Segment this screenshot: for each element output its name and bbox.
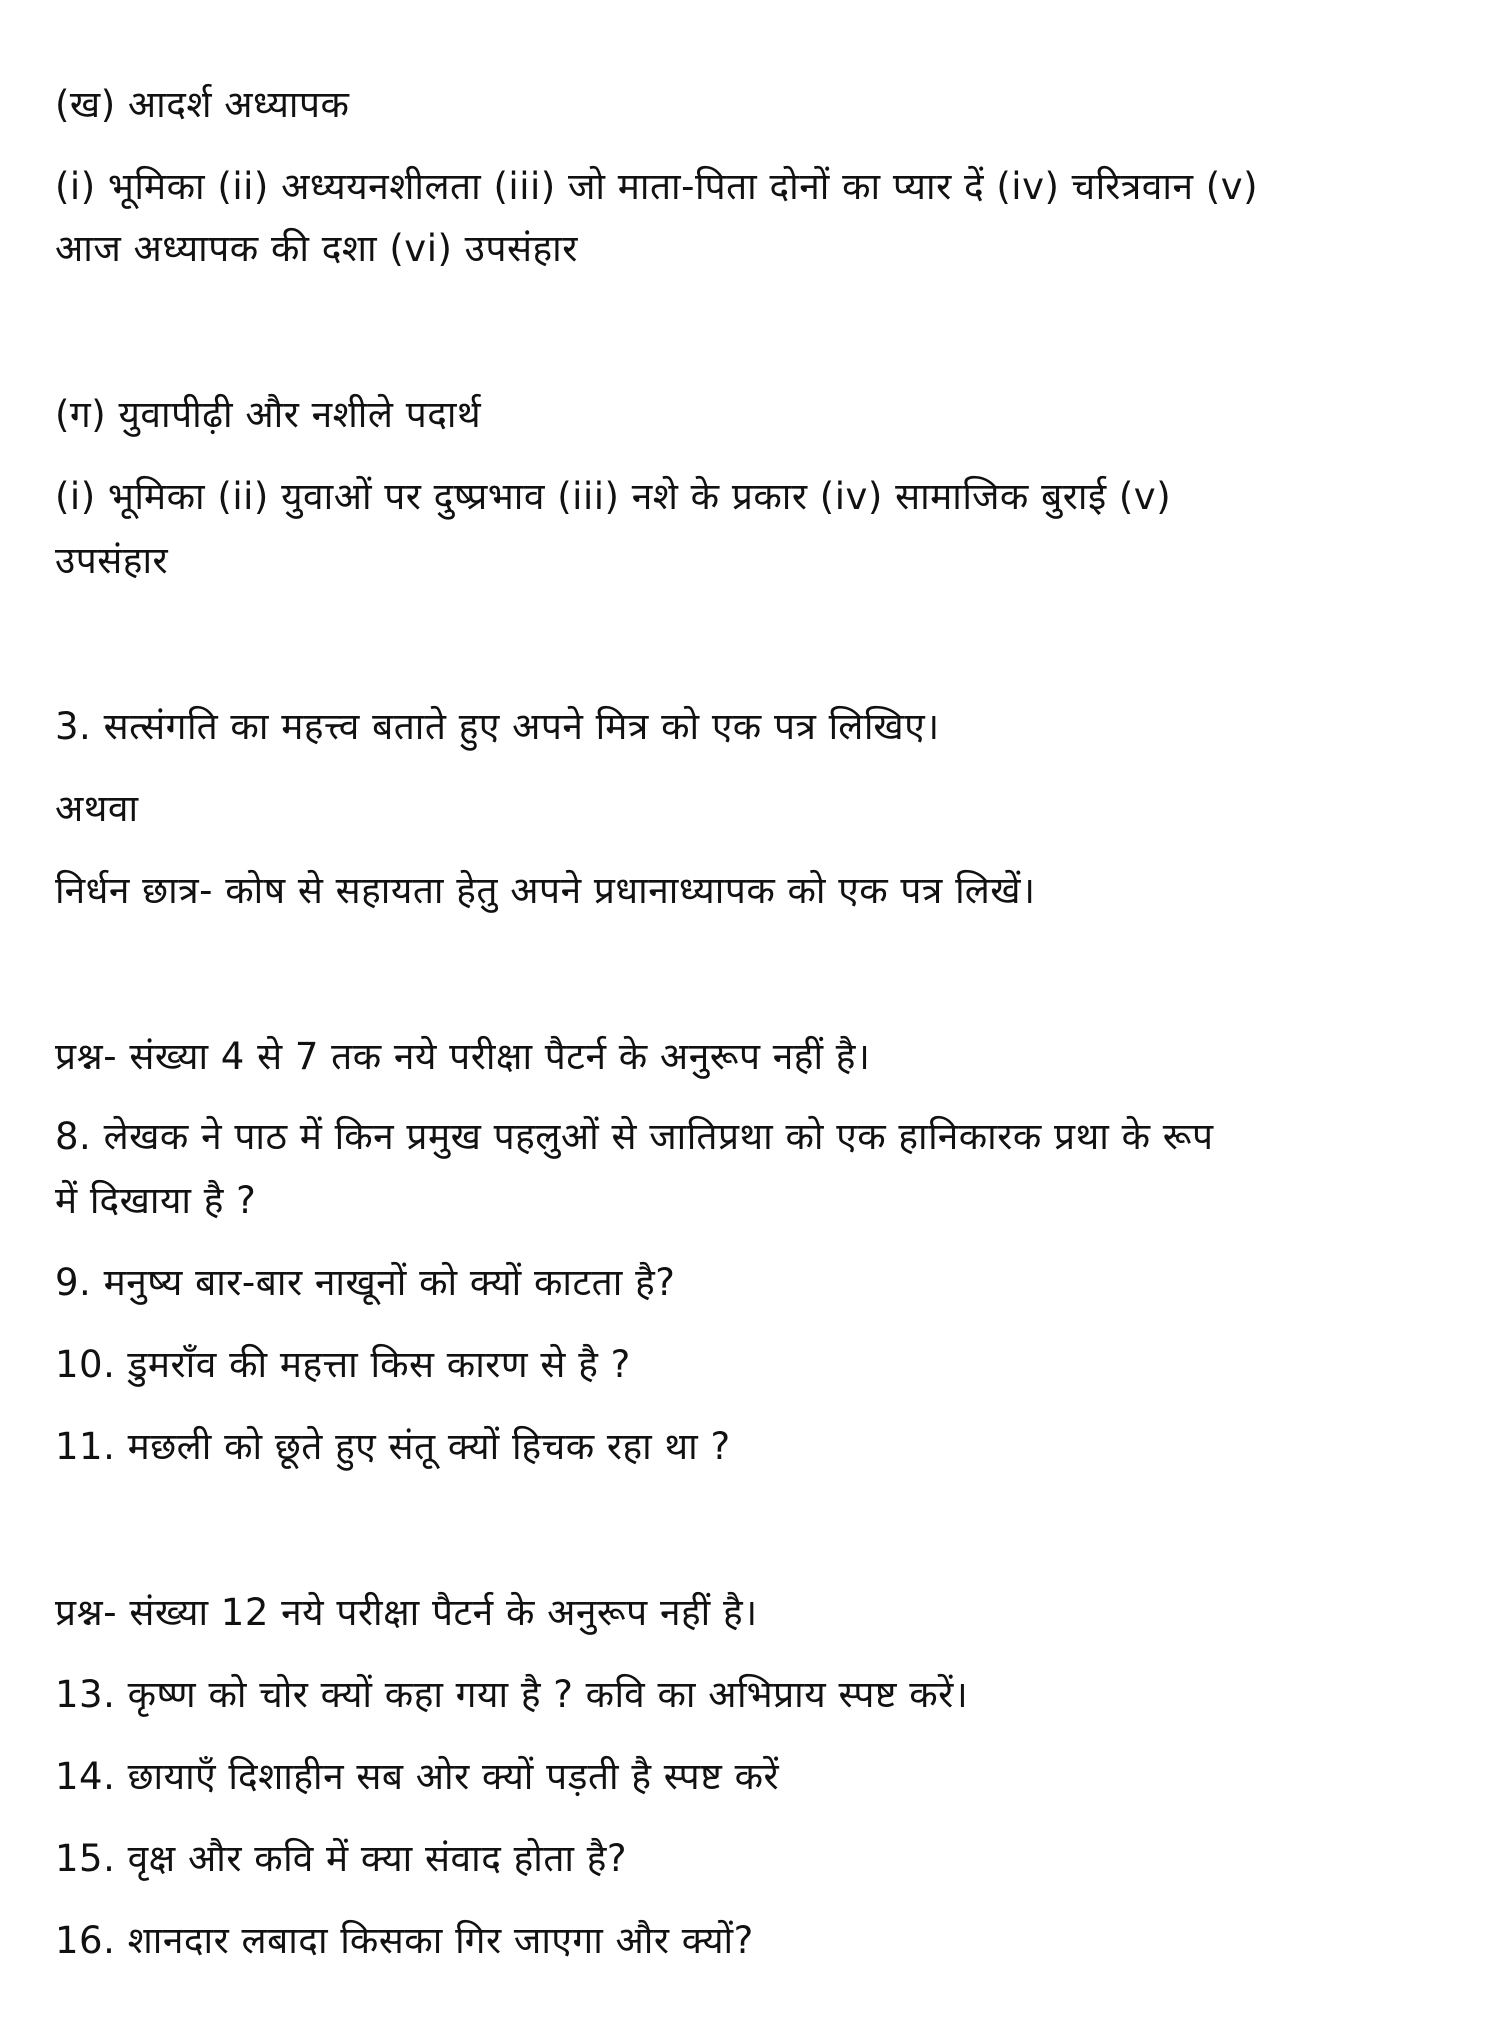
section-outline-kha-line2: आज अध्यापक की दशा (vi) उपसंहार	[55, 227, 578, 270]
or-label: अथवा	[55, 787, 139, 830]
question-14: 14. छायाएँ दिशाहीन सब ओर क्यों पड़ती है स्पष्ट करें	[55, 1755, 780, 1798]
question-3: 3. सत्संगति का महत्त्व बताते हुए अपने मित्र को एक पत्र लिखिए।	[55, 705, 940, 748]
question-10: 10. डुमराँव की महत्ता किस कारण से है ?	[55, 1343, 631, 1386]
section-heading-kha: (ख) आदर्श अध्यापक	[55, 83, 350, 126]
note-questions-4-to-7: प्रश्न- संख्या 4 से 7 तक नये परीक्षा पैटर्न के अनुरूप नहीं है।	[55, 1035, 871, 1078]
section-outline-ga-line1: (i) भूमिका (ii) युवाओं पर दुष्प्रभाव (iii) नशे के प्रकार (iv) सामाजिक बुराई (v)	[55, 475, 1172, 518]
question-13: 13. कृष्ण को चोर क्यों कहा गया है ? कवि का अभिप्राय स्पष्ट करें।	[55, 1673, 969, 1716]
section-outline-kha-line1: (i) भूमिका (ii) अध्ययनशीलता (iii) जो माता-पिता दोनों का प्यार दें (iv) चरित्रवान (v)	[55, 165, 1259, 208]
section-outline-ga-line2: उपसंहार	[55, 539, 169, 582]
note-question-12: प्रश्न- संख्या 12 नये परीक्षा पैटर्न के अनुरूप नहीं है।	[55, 1591, 758, 1634]
question-3-alternative: निर्धन छात्र- कोष से सहायता हेतु अपने प्रधानाध्यापक को एक पत्र लिखें।	[55, 869, 1036, 912]
question-9: 9. मनुष्य बार-बार नाखूनों को क्यों काटता है?	[55, 1261, 676, 1304]
question-11: 11. मछली को छूते हुए संतू क्यों हिचक रहा था ?	[55, 1425, 731, 1468]
section-heading-ga: (ग) युवापीढ़ी और नशीले पदार्थ	[55, 393, 482, 436]
question-8-line1: 8. लेखक ने पाठ में किन प्रमुख पहलुओं से जातिप्रथा को एक हानिकारक प्रथा के रूप	[55, 1115, 1214, 1158]
question-15: 15. वृक्ष और कवि में क्या संवाद होता है?	[55, 1837, 628, 1880]
question-16: 16. शानदार लबादा किसका गिर जाएगा और क्यों?	[55, 1919, 754, 1962]
question-8-line2: में दिखाया है ?	[55, 1179, 257, 1222]
